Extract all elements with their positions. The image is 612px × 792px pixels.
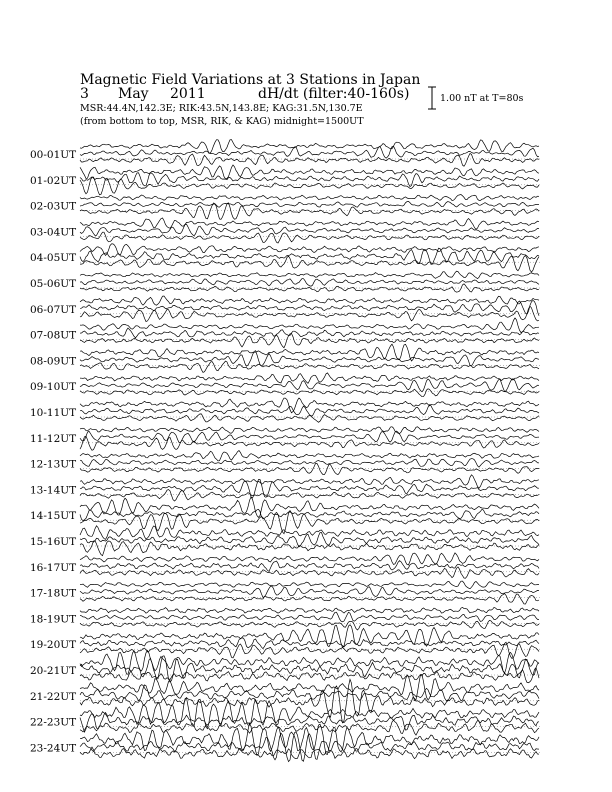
- trace-row: [30, 398, 540, 422]
- station-trace-kag: [80, 373, 539, 383]
- trace-row: [30, 195, 540, 220]
- row-label: 14-15UT: [30, 510, 77, 523]
- station-trace-rik: [80, 431, 539, 442]
- trace-row: [30, 271, 540, 292]
- row-label: 21-22UT: [30, 690, 77, 703]
- row-label: 07-08UT: [30, 329, 77, 342]
- station-trace-kag: [80, 218, 539, 229]
- trace-row: [30, 140, 540, 167]
- station-trace-rik: [80, 224, 539, 236]
- station-trace-kag: [80, 625, 539, 648]
- row-label: 15-16UT: [30, 536, 77, 548]
- station-trace-rik: [80, 328, 539, 338]
- trace-row: [30, 497, 540, 534]
- station-trace-kag: [80, 318, 539, 333]
- row-label: 18-19UT: [30, 613, 77, 626]
- station-trace-kag: [80, 398, 539, 413]
- trace-row: [30, 698, 540, 735]
- station-trace-kag: [80, 296, 539, 305]
- station-coordinates: MSR:44.4N,142.3E; RIK:43.5N,143.8E; KAG:31.5N,130.7E: [80, 103, 363, 114]
- station-trace-rik: [80, 405, 539, 416]
- trace-row: [30, 165, 540, 195]
- station-trace-rik: [80, 638, 539, 649]
- station-trace-msr: [80, 232, 539, 243]
- station-trace-kag: [80, 675, 539, 701]
- station-trace-rik: [80, 586, 539, 597]
- station-trace-rik: [80, 300, 539, 315]
- scale-bar: [428, 87, 436, 109]
- station-trace-rik: [80, 279, 539, 287]
- trace-row: [30, 607, 540, 630]
- station-trace-msr: [80, 594, 539, 604]
- station-trace-kag: [80, 607, 539, 613]
- station-trace-rik: [80, 201, 539, 207]
- station-trace-msr: [80, 154, 539, 167]
- station-order-note: (from bottom to top, MSR, RIK, & KAG) midnight=1500UT: [80, 116, 364, 127]
- scale-label: 1.00 nT at T=80s: [440, 93, 524, 104]
- station-trace-rik: [80, 509, 539, 520]
- row-label: 13-14UT: [30, 484, 77, 497]
- trace-row: [30, 451, 540, 475]
- row-label: 09-10UT: [30, 381, 77, 394]
- station-trace-rik: [80, 146, 539, 158]
- station-trace-kag: [80, 195, 539, 201]
- row-label: 02-03UT: [30, 200, 77, 213]
- station-trace-msr: [80, 464, 539, 475]
- trace-rows: [30, 140, 540, 762]
- quantity-label: dH/dt (filter:40-160s): [258, 86, 410, 102]
- date-day: 3: [80, 86, 89, 102]
- station-trace-kag: [80, 271, 539, 279]
- station-trace-kag: [80, 427, 539, 434]
- station-trace-rik: [80, 459, 539, 468]
- row-label: 05-06UT: [30, 278, 77, 290]
- station-trace-msr: [80, 389, 539, 397]
- row-label: 23-24UT: [30, 742, 77, 755]
- trace-row: [30, 373, 540, 397]
- station-trace-kag: [80, 244, 539, 256]
- row-label: 20-21UT: [30, 665, 77, 677]
- date-month: May: [118, 86, 149, 102]
- station-trace-msr: [80, 361, 539, 372]
- station-trace-msr: [80, 567, 539, 578]
- trace-row: [30, 427, 540, 451]
- station-trace-kag: [80, 698, 539, 729]
- trace-row: [30, 475, 540, 501]
- row-label: 22-23UT: [30, 716, 77, 729]
- trace-row: [30, 650, 540, 682]
- trace-row: [30, 344, 540, 372]
- row-label: 06-07UT: [30, 303, 77, 316]
- station-trace-kag: [80, 553, 539, 565]
- station-trace-kag: [80, 581, 539, 589]
- station-trace-kag: [80, 475, 539, 488]
- station-trace-msr: [80, 177, 539, 195]
- station-trace-msr: [80, 642, 539, 658]
- row-label: 16-17UT: [30, 561, 77, 574]
- row-label: 10-11UT: [30, 407, 77, 419]
- station-trace-rik: [80, 732, 539, 762]
- station-trace-msr: [80, 541, 539, 556]
- station-trace-rik: [80, 612, 539, 622]
- row-label: 11-12UT: [30, 432, 77, 445]
- trace-row: [30, 553, 540, 578]
- station-trace-msr: [80, 334, 539, 348]
- row-label: 08-09UT: [30, 355, 77, 368]
- row-label: 03-04UT: [30, 226, 77, 239]
- trace-row: [30, 581, 540, 604]
- station-trace-msr: [80, 256, 539, 273]
- station-trace-kag: [80, 497, 539, 517]
- row-label: 04-05UT: [30, 252, 77, 265]
- station-trace-msr: [80, 490, 539, 502]
- trace-row: [30, 296, 540, 322]
- trace-row: [30, 218, 540, 243]
- trace-row: [30, 244, 540, 272]
- row-label: 19-20UT: [30, 639, 77, 652]
- chart-title: Magnetic Field Variations at 3 Stations in Japan: [80, 72, 421, 88]
- row-label: 01-02UT: [30, 174, 77, 187]
- row-label: 12-13UT: [30, 458, 77, 471]
- station-trace-msr: [80, 720, 539, 735]
- trace-row: [30, 625, 540, 659]
- trace-row: [30, 318, 540, 348]
- date-year: 2011: [170, 86, 206, 102]
- row-label: 17-18UT: [30, 587, 77, 600]
- station-trace-msr: [80, 620, 539, 630]
- row-label: 00-01UT: [30, 149, 77, 161]
- station-trace-rik: [80, 713, 539, 733]
- station-trace-rik: [80, 656, 539, 682]
- station-trace-kag: [80, 650, 539, 674]
